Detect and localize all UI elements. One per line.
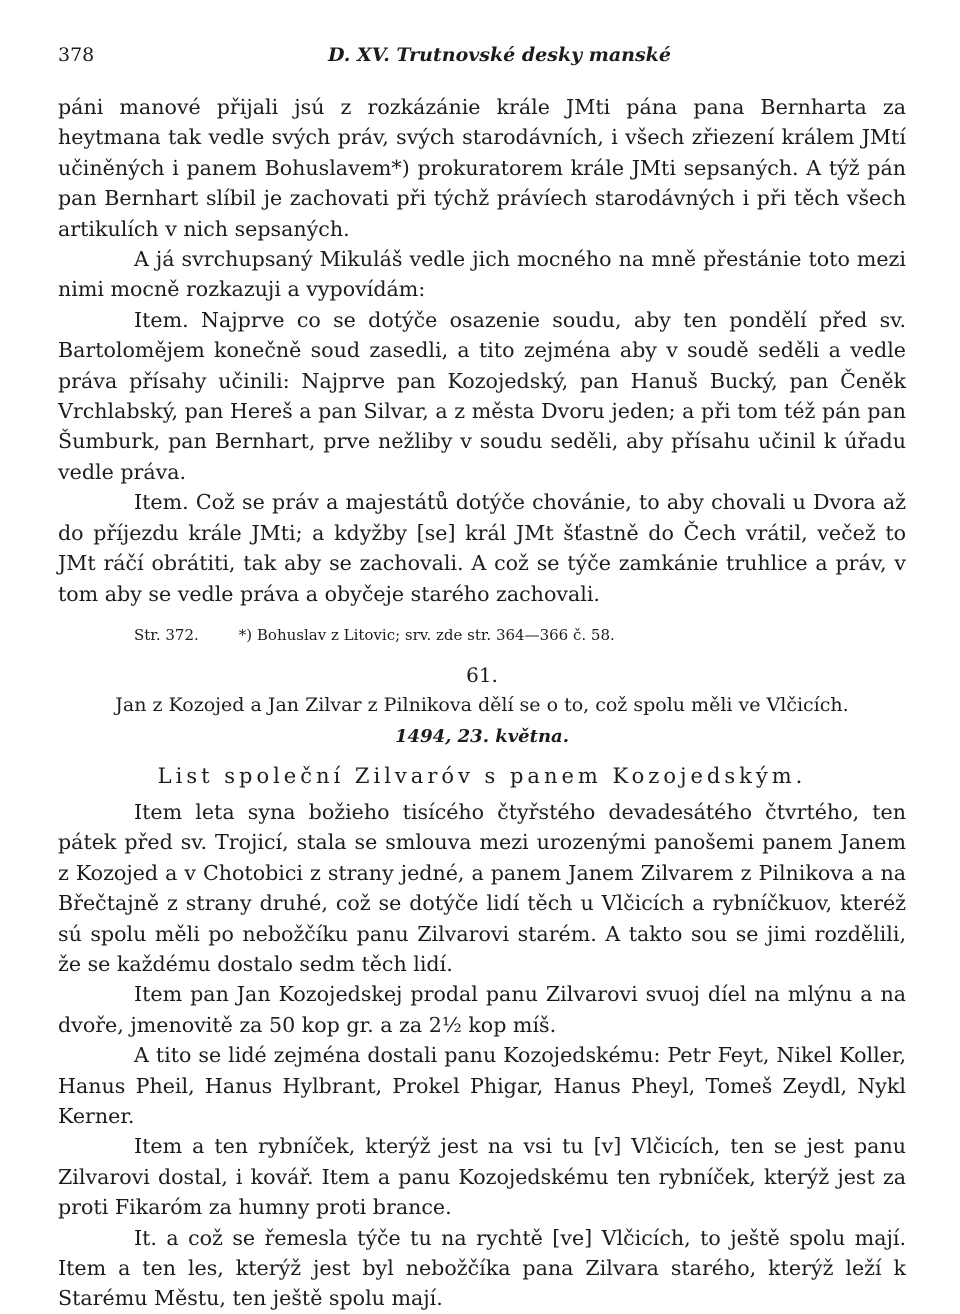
document-title: List společní Zilvaróv s panem Kozojedským.: [157, 763, 807, 788]
document-text: [58, 797, 906, 1314]
running-head: [58, 44, 906, 84]
document-summary: Jan z Kozojed a Jan Zilvar z Pilnikova dělí se o to, což spolu měli ve Vlčicích.: [115, 693, 849, 716]
document-number: 61.: [466, 662, 498, 687]
page-number: 378: [58, 44, 95, 66]
paragraph: páni manové přijali jsú z rozkázánie krále JMti pána pana Bernharta za heytmana tak vedle svých práv, svých starodávních, i všech zřiezení králem JMtí učiněných i panem Bohuslavem*) prokuratorem krále JMti sepsaných. A týž pán pan Bernhart slíbil je zachovati při týchž právíech starodávných i při těch všech artikulích v nich sepsaných.: [58, 95, 906, 241]
paragraph: A já svrchupsaný Mikuláš vedle jich mocného na mně přestánie toto mezi nimi mocně rozkazuji a vypovídám:: [58, 247, 906, 302]
continued-text: [58, 92, 906, 609]
footnote: [134, 623, 906, 647]
running-title: D. XV. Trutnovské desky manské: [328, 44, 671, 66]
paragraph: Item. Což se práv a majestátů dotýče chovánie, to aby chovali u Dvora až do příjezdu krále JMti; a kdyžby [se] král JMt šťastně do Čech vrátil, večež to JMt ráčí obrátiti, tak aby se zachovali. A což se týče zamkánie truhlice a práv, v tom aby se vedle práva a obyčeje starého zachovali.: [58, 490, 906, 606]
footnote-ref: Str. 372.: [134, 625, 199, 644]
paragraph: Item pan Jan Kozojedskej prodal panu Zilvarovi svuoj díel na mlýnu a na dvoře, jmenovitě za 50 kop gr. a za 2½ kop míš.: [58, 982, 906, 1037]
paragraph: It. a což se řemesla týče tu na rychtě [ve] Vlčicích, to ještě spolu mají. Item a ten les, kterýž jest byl nebožčíka pana Zilvara starého, kterýž leží k Starému Městu, ten ještě spolu mají.: [58, 1225, 906, 1311]
paragraph: A tito se lidé zejména dostali panu Kozojedskému: Petr Feyt, Nikel Koller, Hanus Pheil, Hanus Hylbrant, Prokel Phigar, Hanus Pheyl, Tomeš Zeydl, Nykl Kerner.: [58, 1043, 906, 1128]
paragraph: Item a ten rybníček, kterýž jest na vsi tu [v] Vlčicích, ten se jest panu Zilvarovi dostal, i kovář. Item a panu Kozojedskému ten rybníček, kterýž jest za proti Fikaróm za humny proti brance.: [58, 1134, 906, 1220]
footnote-text: *) Bohuslav z Litovic; srv. zde str. 364—366 č. 58.: [238, 625, 615, 644]
document-date: 1494, 23. května.: [395, 725, 569, 747]
paragraph: Item. Najprve co se dotýče osazenie soudu, aby ten pondělí před sv. Bartolomějem konečně soud zasedli, a tito zejména aby v soudě seděli a vedle práva přísahy učinili: Najprve pan Kozojedský, pan Hanuš Bucký, pan Čeněk Vrchlabský, pan Hereš a pan Silvar, a z města Dvoru jeden; a při tom též pán pan Šumburk, pan Bernhart, prve nežliby v soudu seděli, aby přísahu učinil k úřadu vedle práva.: [58, 307, 906, 484]
paragraph: Item leta syna božieho tisícého čtyřstého devadesátého čtvrtého, ten pátek před sv. Trojicí, stala se smlouva mezi urozenými panošemi panem Janem z Kozojed a v Chotobici z strany jedné, a panem Janem Zilvarem z Pilnikova a na Břečtajně z strany druhé, což se dotýče lidí těch u Vlčicích a rybníčkuov, kteréž sú spolu měli po nebožčíku panu Zilvarovi starém. A takto sou se jimi rozdělili, že se každému dostalo sedm těch lidí.: [58, 799, 906, 976]
